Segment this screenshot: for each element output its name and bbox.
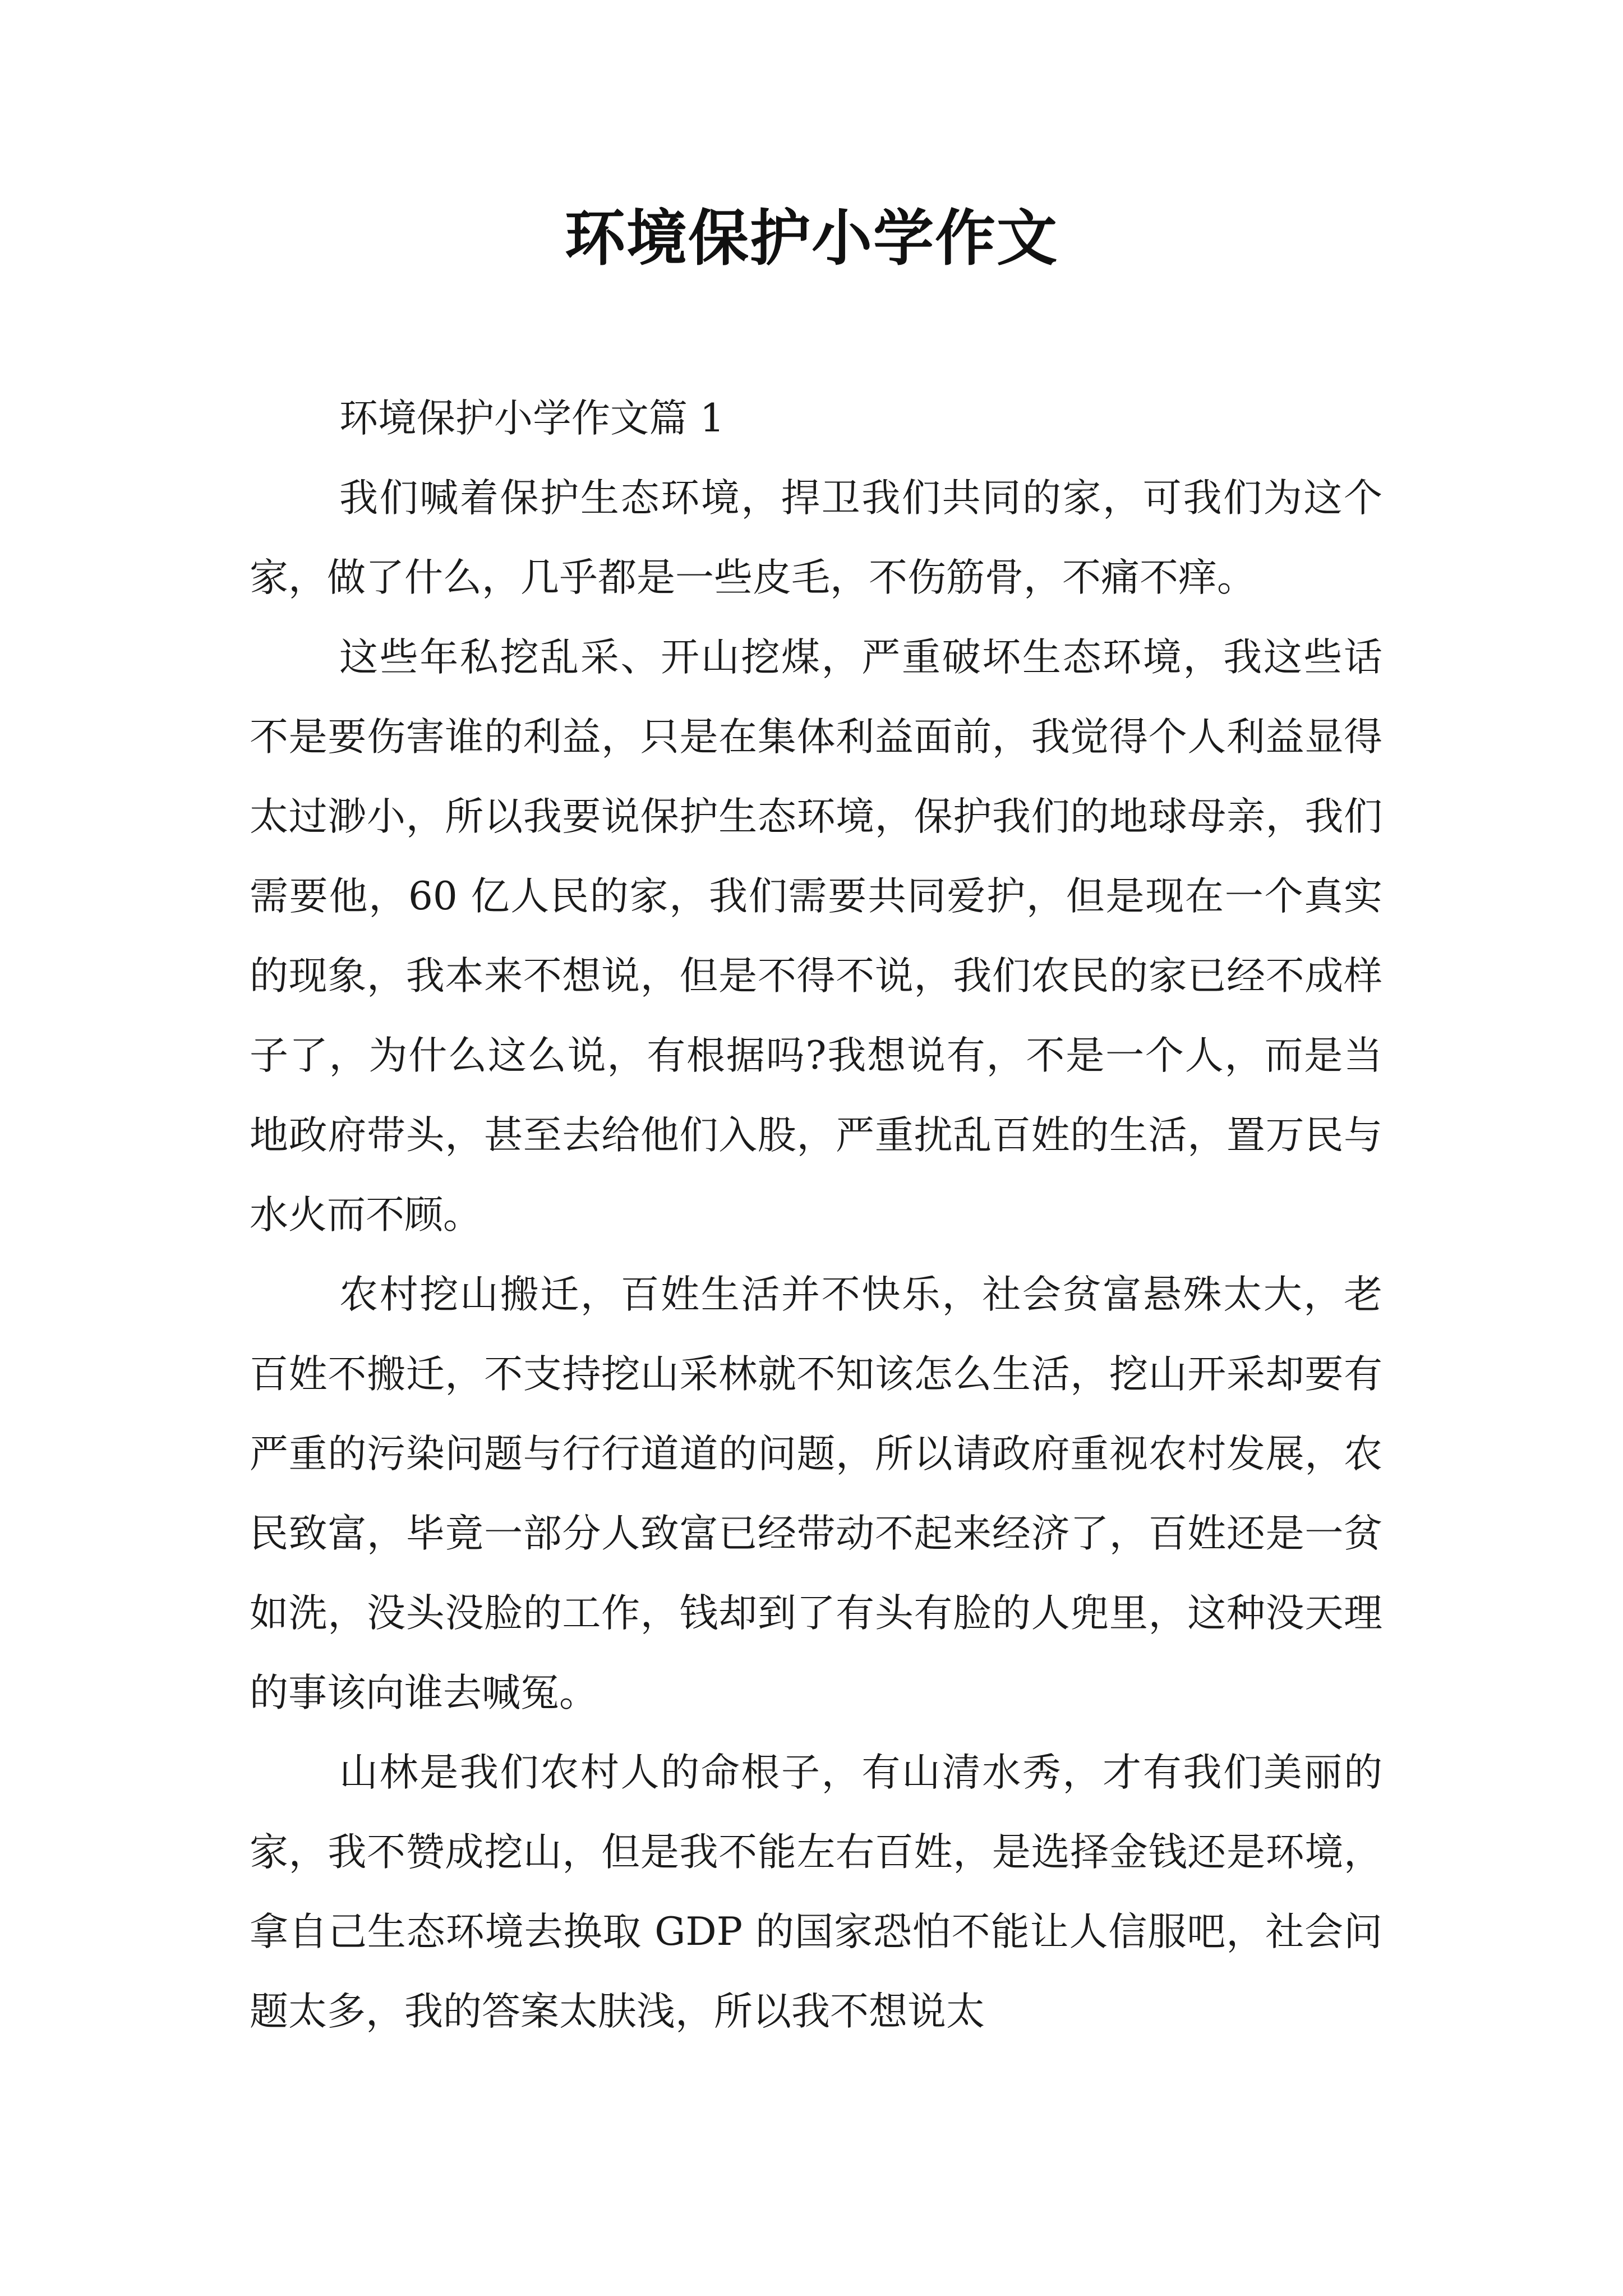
paragraph: 农村挖山搬迁，百姓生活并不快乐，社会贫富悬殊太大，老百姓不搬迁，不支持挖山采林就不知该怎么生活，挖山开采却要有严重的污染问题与行行道道的问题，所以请政府重视农村发展，农民致富，毕竟一部分人致富已经带动不起来经济了，百姓还是一贫如洗，没头没脸的工作，钱却到了有头有脸的人兜里，这种没天理的事该向谁去喊冤。 [250,1272,1382,1715]
document-body [250,379,1382,2051]
paragraph: 山林是我们农村人的命根子，有山清水秀，才有我们美丽的家，我不赞成挖山，但是我不能左右百姓，是选择金钱还是环境，拿自己生态环境去换取 GDP 的国家恐怕不能让人信服吧，社会问题太多，我的答案太肤浅，所以我不想说太 [250,1750,1382,2034]
paragraph: 我们喊着保护生态环境，捍卫我们共同的家，可我们为这个家，做了什么，几乎都是一些皮毛，不伤筋骨，不痛不痒。 [250,476,1382,600]
section-heading: 环境保护小学作文篇 1 [339,396,725,441]
paragraph: 这些年私挖乱采、开山挖煤，严重破坏生态环境，我这些话不是要伤害谁的利益，只是在集体利益面前，我觉得个人利益显得太过渺小，所以我要说保护生态环境，保护我们的地球母亲，我们需要他，60 亿人民的家，我们需要共同爱护，但是现在一个真实的现象，我本来不想说，但是不得不说，我们农民的家已经不成样子了，为什么这么说，有根据吗?我想说有，不是一个人，而是当地政府带头，甚至去给他们入股，严重扰乱百姓的生活，置万民与水火而不顾。 [250,635,1382,1237]
document-title: 环境保护小学作文 [564,203,1058,274]
